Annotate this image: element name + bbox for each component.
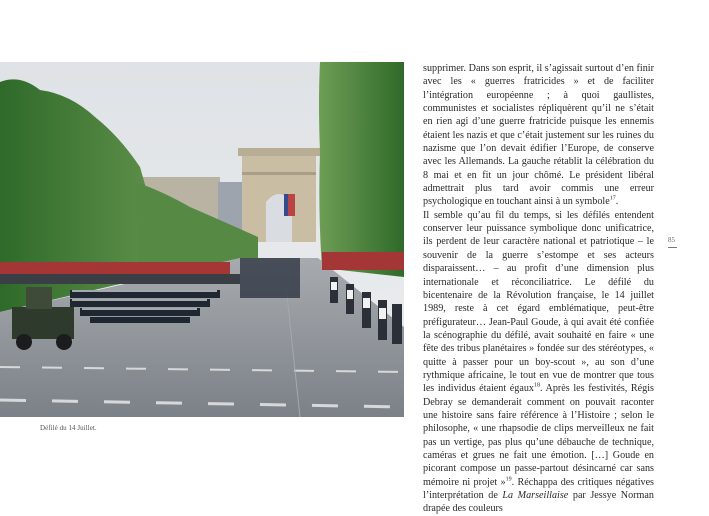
footnote-ref-18[interactable]: 18 [533,382,540,389]
paragraph-1-end: . [615,196,619,208]
footnote-ref-17[interactable]: 17 [609,196,616,203]
paragraph-2 [423,209,654,516]
paragraph-2-text-c: . Réchappa des critiques négatives l’interprétation de [423,476,654,501]
work-title-marseillaise: La Marseillaise [502,490,569,501]
body-text-column [423,62,654,516]
footnote-ref-19[interactable]: 19 [505,476,512,483]
parade-photo [0,62,404,417]
paragraph-1 [423,62,654,209]
paragraph-1-text: supprimer. Dans son esprit, il s’agissait surtout d’en finir avec les « guerres fratricides » et de faciliter l’intégration européenne ; à quoi gaullistes, communistes et socialistes répliquèrent qu’il ne s’était en rien agi d’une guerre fratricide puisque les ennemis étaient les nazis et que c’était justement sur les ruines du nazisme que l’on devait édifier l’Europe, de conserve avec les Allemands. La gauche rétablit la célébration du 8 mai et en fit un jour chômé. Le président libéral admettrait plus tard avoir commis une erreur psychologique en touchant ainsi à un symbole [423,63,654,208]
page-number-rule [668,247,677,248]
paragraph-2-text-a: Il semble qu’au fil du temps, si les défilés entendent conserver leur puissance symbolique donc unificatrice, ils perdent de leur caractère national et patriotique – le souvenir de la guerre s’estompe et ses acteurs disparaissent… – au profit d’une dimension plus internationale et réconciliatrice. Le défilé du bicentenaire de la Révolution française, le 14 juillet 1989, reste à cet égard emblématique, peut-être préfigurateur… Jean-Paul Goude, à qui avait été confiée la scénographie du défilé, avait souhaité en faire « une fête des tribus planétaires » fondée sur des stéréotypes, « quitte à passer pour un boy-scout », au son d’une rythmique africaine, le tout en vue de montrer que tous les individus étaient égaux [423,209,654,395]
page-number: 85 [668,236,675,244]
paragraph-2-text-d: par Jessye Norman drapée des couleurs [423,490,654,515]
parade-photo-drawing [0,62,404,417]
arc-de-triomphe [238,148,320,242]
photo-caption: Défilé du 14 Juillet. [40,424,97,432]
paragraph-2-text-b: . Après les festivités, Régis Debray se demanderait comment on pouvait raconter une histoire sans faire référence à l’Histoire ; selon le philosophe, « une rhapsodie de clips merveilleux ne fait pas un vertige, pas plus qu’une débauche de technique, caméras et grues ne fait une émotion. […] Goude en picorant compose un passe-partout désincarné car sans mémoire ni projet » [423,383,654,488]
